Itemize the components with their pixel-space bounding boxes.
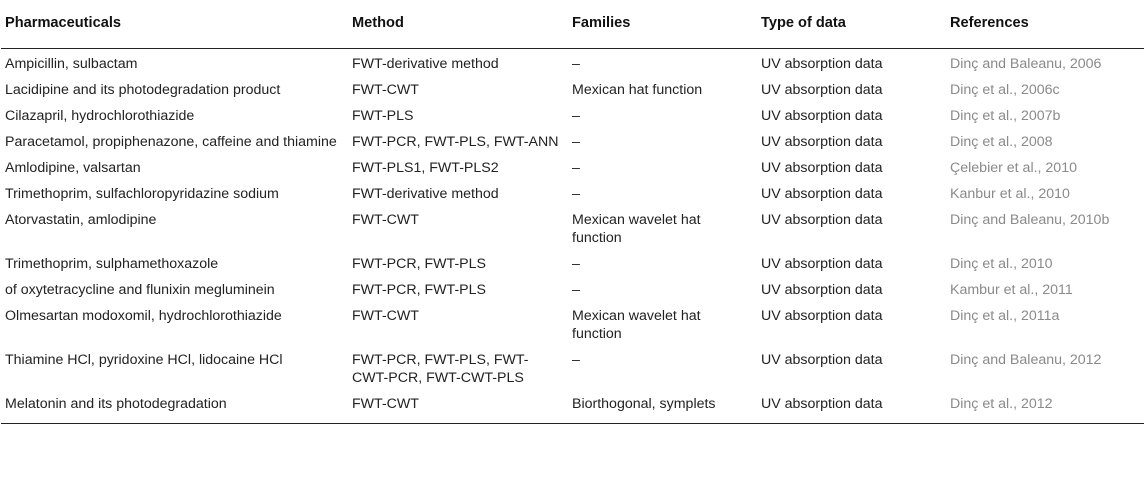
pharmaceuticals-cell: Cilazapril, hydrochlorothiazide [5, 107, 195, 124]
table-row [1, 301, 1144, 345]
table-row [1, 127, 1144, 153]
reference-cell: Dinç et al., 2010 [950, 255, 1053, 272]
type-of-data-cell: UV absorption data [761, 185, 883, 202]
reference-cell: Dinç et al., 2012 [946, 389, 1144, 424]
table-row [1, 249, 1144, 275]
type-of-data-cell: UV absorption data [761, 211, 883, 228]
families-cell: – [572, 255, 580, 272]
families-cell: – [572, 55, 580, 72]
reference-cell: Kanbur et al., 2010 [950, 185, 1070, 202]
method-cell: FWT-PCR, FWT-PLS [352, 255, 486, 272]
method-cell: FWT-PLS1, FWT-PLS2 [352, 159, 499, 176]
table-row [1, 101, 1144, 127]
reference-cell: Dinç et al., 2011a [950, 307, 1060, 324]
method-cell: FWT-derivative method [352, 55, 499, 72]
reference-cell: Dinç and Baleanu, 2012 [950, 351, 1102, 368]
pharmaceuticals-cell: Ampicillin, sulbactam [5, 55, 138, 72]
reference-cell: Dinç et al., 2008 [950, 133, 1053, 150]
families-cell: – [572, 159, 580, 176]
header-type-of-data: Type of data [757, 0, 946, 48]
families-cell: – [572, 133, 580, 150]
families-cell: Mexican wavelet hat function [572, 211, 701, 246]
families-cell: Mexican wavelet hat function [572, 307, 701, 342]
header-method: Method [348, 0, 568, 48]
pharmaceuticals-table [1, 0, 1144, 424]
reference-cell: Dinç and Baleanu, 2010b [950, 211, 1110, 228]
families-cell: Mexican hat function [572, 81, 703, 98]
reference-cell: Çelebier et al., 2010 [950, 159, 1077, 176]
header-pharmaceuticals: Pharmaceuticals [1, 0, 348, 48]
method-cell: FWT-PCR, FWT-PLS, FWT-CWT-PCR, FWT-CWT-PLS [352, 351, 529, 386]
pharmaceuticals-cell: Melatonin and its photodegradation [1, 389, 348, 424]
method-cell: FWT-PCR, FWT-PLS, FWT-ANN [352, 133, 559, 150]
families-cell: Biorthogonal, symplets [568, 389, 757, 424]
table-row [1, 275, 1144, 301]
type-of-data-cell: UV absorption data [761, 81, 883, 98]
table-row [1, 345, 1144, 389]
table-row [1, 389, 1144, 424]
type-of-data-cell: UV absorption data [761, 107, 883, 124]
reference-cell: Dinç et al., 2007b [950, 107, 1061, 124]
pharmaceuticals-cell: Trimethoprim, sulphamethoxazole [5, 255, 219, 272]
table-row [1, 179, 1144, 205]
table-row [1, 48, 1144, 75]
type-of-data-cell: UV absorption data [761, 281, 883, 298]
header-families: Families [568, 0, 757, 48]
pharmaceuticals-cell: Atorvastatin, amlodipine [5, 211, 157, 228]
pharmaceuticals-cell: Thiamine HCl, pyridoxine HCl, lidocaine HCl [5, 351, 283, 368]
type-of-data-cell: UV absorption data [761, 255, 883, 272]
type-of-data-cell: UV absorption data [761, 55, 883, 72]
type-of-data-cell: UV absorption data [761, 307, 883, 324]
table-row [1, 153, 1144, 179]
pharmaceuticals-cell: of oxytetracycline and flunixin megluminein [5, 281, 275, 298]
families-cell: – [572, 107, 580, 124]
table-row [1, 75, 1144, 101]
pharmaceuticals-cell: Lacidipine and its photodegradation product [5, 81, 281, 98]
method-cell: FWT-CWT [352, 81, 419, 98]
type-of-data-cell: UV absorption data [761, 133, 883, 150]
type-of-data-cell: UV absorption data [761, 351, 883, 368]
header-references: References [946, 0, 1144, 48]
table-row [1, 205, 1144, 249]
reference-cell: Kambur et al., 2011 [950, 281, 1073, 298]
families-cell: – [572, 351, 580, 368]
method-cell: FWT-CWT [352, 307, 419, 324]
families-cell: – [572, 281, 580, 298]
header-row [1, 0, 1144, 48]
type-of-data-cell: UV absorption data [757, 389, 946, 424]
families-cell: – [572, 185, 580, 202]
pharmaceuticals-cell: Trimethoprim, sulfachloropyridazine sodium [5, 185, 279, 202]
method-cell: FWT-CWT [348, 389, 568, 424]
pharmaceuticals-cell: Paracetamol, propiphenazone, caffeine and thiamine [5, 133, 337, 150]
method-cell: FWT-PCR, FWT-PLS [352, 281, 486, 298]
pharmaceuticals-cell: Olmesartan modoxomil, hydrochlorothiazide [5, 307, 282, 324]
method-cell: FWT-derivative method [352, 185, 499, 202]
pharmaceuticals-cell: Amlodipine, valsartan [5, 159, 141, 176]
method-cell: FWT-CWT [352, 211, 419, 228]
type-of-data-cell: UV absorption data [761, 159, 883, 176]
reference-cell: Dinç et al., 2006c [950, 81, 1060, 98]
method-cell: FWT-PLS [352, 107, 414, 124]
reference-cell: Dinç and Baleanu, 2006 [950, 55, 1102, 72]
table-body [1, 48, 1144, 423]
